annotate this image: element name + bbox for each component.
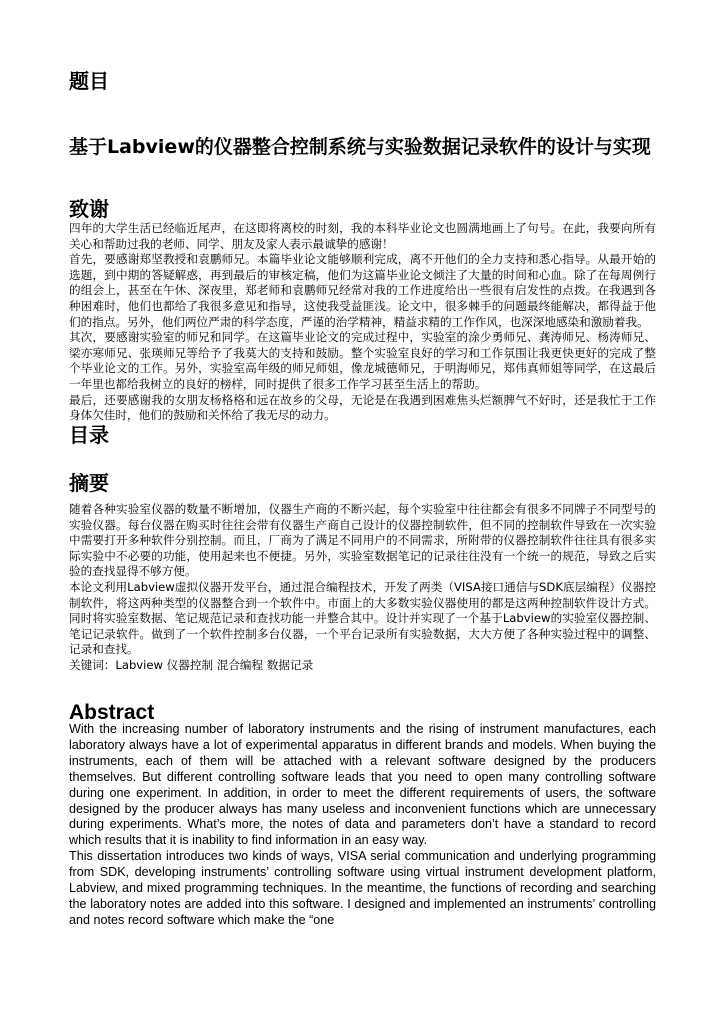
keywords-line: 关键词：Labview 仪器控制 混合编程 数据记录 — [69, 657, 314, 672]
abstract-en-paragraph: This dissertation introduces two kinds of ways, VISA serial communication and underlying programming from SDK, developing instruments’ controlling software using virtual instrument development platform, Labview, and mixed programming techniques. In the meantime, the functions of recording and searching the laboratory notes are added into this software. I designed and implemented an instruments’ controlling and notes record software which make the “one — [69, 849, 656, 927]
thesis-title: 基于Labview的仪器整合控制系统与实验数据记录软件的设计与实现 — [69, 135, 651, 158]
acknowledgement-heading: 致谢 — [69, 197, 109, 221]
abstract-en-body — [69, 722, 656, 929]
acknowledgement-paragraph: 其次，要感谢实验室的师兄和同学。在这篇毕业论文的完成过程中，实验室的涂少勇师兄、龚涛师兄、杨涛师兄、梁亦寒师兄、张瑛师兄等给予了我莫大的支持和鼓励。整个实验室良好的学习和工作氛围让我更快更好的完成了整个毕业论文的工作。另外，实验室高年级的师兄师姐，像龙城德师兄，于明海师兄，郑伟真师姐等同学，在这最后一年里也都给我树立的良好的榜样，同时提供了很多工作学习甚至生活上的帮助。 — [69, 330, 656, 391]
acknowledgement-body — [69, 221, 656, 424]
acknowledgement-paragraph: 四年的大学生活已经临近尾声，在这即将离校的时刻，我的本科毕业论文也圆满地画上了句号。在此，我要向所有关心和帮助过我的老师、同学、朋友及家人表示最诚挚的感谢！ — [69, 221, 656, 251]
acknowledgement-paragraph: 首先，要感谢郑坚教授和袁鹏师兄。本篇毕业论文能够顺利完成，离不开他们的全力支持和悉心指导。从最开始的选题，到中期的答疑解惑，再到最后的审核定稿，他们为这篇毕业论文倾注了大量的时间和心血。除了在每周例行的组会上，甚至在午休、深夜里，郑老师和袁鹏师兄经常对我的工作进度给出一些很有启发性的点拨。在我遇到各种困难时，他们也都给了我很多意见和指导，这使我受益匪浅。论文中，很多棘手的问题最终能解决，都得益于他们的指点。另外，他们两位严肃的科学态度，严谨的治学精神，精益求精的工作作风，也深深地感染和激励着我。 — [69, 252, 656, 329]
abstract-cn-body — [69, 502, 656, 674]
acknowledgement-paragraph: 最后，还要感谢我的女朋友杨格格和远在故乡的父母，无论是在我遇到困难焦头烂额脾气不好时，还是我忙于工作身体欠佳时，他们的鼓励和关怀给了我无尽的动力。 — [69, 392, 656, 423]
abstract-cn-paragraph: 本论文利用Labview虚拟仪器开发平台，通过混合编程技术，开发了两类（VISA接口通信与SDK底层编程）仪器控制软件，将这两种类型的仪器整合到一个软件中。市面上的大多数实验仪器使用的都是这两种控制软件设计方式。同时将实验室数据、笔记规范记录和查找功能一并整合其中。设计并实现了一个基于Labview的实验室仪器控制、笔记记录软件。做到了一个软件控制多台仪器，一个平台记录所有实验数据，大大方便了各种实验过程中的调整、记录和查找。 — [69, 579, 656, 657]
toc-heading: 目录 — [69, 423, 109, 447]
abstract-cn-heading: 摘要 — [69, 471, 109, 495]
abstract-en-paragraph: With the increasing number of laboratory instruments and the rising of instrument manufactures, each laboratory always have a lot of experimental apparatus in different brands and models. When buying the instruments, each of them will be attached with a relevant software designed by the producers themselves. But different controlling software leads that you need to open many controlling software during one experiment. In addition, in order to meet the different requirements of users, the software designed by the producer always has many useless and inconvenient functions which are unnecessary during experiments. What’s more, the notes of data and parameters don’t have a standard to record which results that it is inability to find information in an easy way. — [69, 722, 656, 848]
title-label-heading: 题目 — [69, 69, 109, 93]
abstract-cn-paragraph: 随着各种实验室仪器的数量不断增加，仪器生产商的不断兴起，每个实验室中往往都会有很多不同牌子不同型号的实验仪器。每台仪器在购买时往往会带有仪器生产商自己设计的仪器控制软件，但不同的控制软件导致在一次实验中需要打开多种软件分别控制。而且，厂商为了满足不同用户的不同需求，所附带的仪器控制软件往往具有很多实际实验中不必要的功能，使用起来也不便捷。另外，实验室数据笔记的记录往往没有一个统一的规范，导致之后实验的查找显得不够方便。 — [69, 502, 656, 579]
abstract-en-heading: Abstract — [69, 701, 155, 725]
